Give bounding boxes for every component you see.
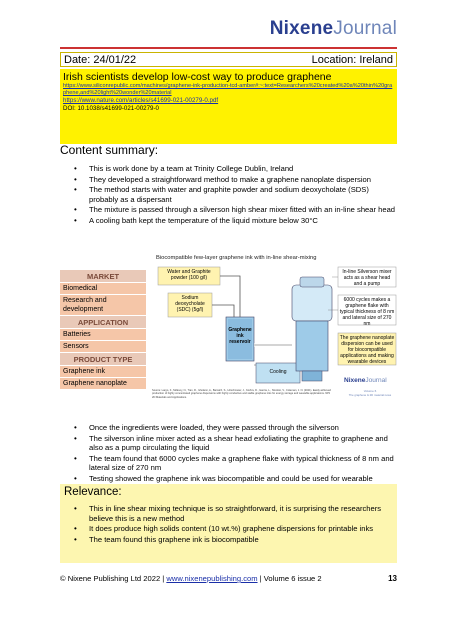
date-location-bar (60, 52, 397, 67)
logo-sub: Journal (333, 18, 397, 39)
article-box (60, 69, 397, 144)
footer-copyright: © Nixene Publishing Ltd 2022 (60, 574, 161, 583)
category-item: Batteries (60, 328, 146, 340)
journal-logo (270, 19, 397, 38)
source-link[interactable]: https://www.siliconrepublic.com/machines/graphene-ink-production-tcd-amber#:~:text=Researchers%20created%20a%20thin%20graphene,and%20light%20wonder%20material (63, 83, 393, 96)
page-footer (60, 574, 397, 583)
footer-issue: Volume 6 issue 2 (263, 574, 322, 583)
footer-website-link[interactable]: www.nixenepublishing.com (166, 574, 258, 583)
category-market: MARKET (60, 269, 146, 282)
list-item: • The team found this graphene ink is biocompatible (60, 535, 397, 545)
label-sodium: Sodium deoxycholate (SDC) (5g/l) (175, 295, 205, 313)
figure-logo (344, 377, 396, 384)
footer-separator: | (257, 574, 264, 583)
detail-bullets (60, 423, 397, 494)
article-date: Date: 24/01/22 (64, 53, 137, 66)
header-rule (60, 47, 397, 49)
figure-logo-brand: Nixene (344, 377, 366, 384)
article-location: Location: Ireland (311, 53, 393, 66)
category-product-type: PRODUCT TYPE (60, 352, 146, 365)
relevance-heading: Relevance: (64, 486, 122, 498)
relevance-bullets (60, 504, 397, 545)
paper-link[interactable]: https://www.nature.com/articles/s41699-021-00279-0.pdf (63, 97, 219, 104)
list-item: • This is work done by a team at Trinity College Dublin, Ireland (60, 164, 397, 174)
label-water-graphite: Water and Graphite powder (100 g/l) (167, 269, 211, 281)
category-item: Graphene nanoplate (60, 377, 146, 389)
figure-caption: Biocompatible few-layer graphene ink with in-line shear-mixing (156, 255, 317, 261)
article-title: Irish scientists develop low-cost way to produce graphene (63, 71, 332, 83)
figure-logo-issue: Volume 6 (363, 389, 377, 393)
doi-text: DOI: 10.1038/s41699-021-00279-0 (63, 105, 159, 112)
process-diagram (152, 265, 397, 415)
figure-source: Source: Largo, F., McEvoy, N., Tian, R., Gholami, A., Barwich, S., Hirschmeier, J., Kozlov, D., Garcia, L., Nicolosi, V., Coleman, J. N. (2021). Easily achieved production of highly concentrated graphene dispersions with highly conductive and stable graphene inks for energy storage and wearable applications. NPJ 2D Materials and Applications. (152, 389, 331, 399)
label-cycles: 6000 cycles makes a graphene flake with typical thickness of 8 nm and lateral size of 270 nm (339, 297, 395, 327)
relevance-box (60, 484, 397, 563)
category-item: Graphene ink (60, 365, 146, 377)
footer-separator: | (160, 574, 167, 583)
figure-logo-sub: Journal (365, 377, 387, 384)
process-figure (60, 255, 397, 421)
content-bullets (60, 164, 397, 226)
content-summary-heading: Content summary: (60, 143, 159, 157)
list-item: • They developed a straightforward method to make a graphene nanoplate dispersion (60, 175, 397, 185)
list-item: • The team found that 6000 cycles make a graphene flake with typical thickness of 8 nm and lateral size of 270 nm (60, 454, 397, 473)
label-cooling: Cooling (269, 369, 287, 375)
list-item: • A cooling bath kept the temperature of the liquid mixture below 30°C (60, 216, 397, 226)
logo-brand: Nixene (269, 18, 334, 39)
list-item: • Testing showed the graphene ink was biocompatible and could be used for wearable (60, 474, 397, 493)
list-item: • It does produce high solids content (10 wt.%) graphene dispersions for printable inks (60, 524, 397, 534)
label-biocompatible: The graphene nanoplate dispersion can be used for biocompatible applications and making wearable devices (339, 335, 395, 365)
category-item: Sensors (60, 340, 146, 352)
category-panel (60, 269, 146, 389)
list-item: • The silverson inline mixer acted as a shear head exfoliating the graphite to graphene and also as a pump circulating the liquid (60, 434, 397, 453)
list-item: • This in line shear mixing technique is so straightforward, it is surprising the researchers believe this is a new method (60, 504, 397, 523)
category-item: Research and development (60, 294, 146, 315)
list-item: • Once the ingredients were loaded, they were passed through the silverson (60, 423, 397, 433)
list-item: • The mixture is passed through a silverson high shear mixer fitted with an in-line shear head (60, 205, 397, 215)
label-mixer: In-line Silverson mixer acts as a shear head and a pump (342, 269, 392, 287)
figure-logo-tagline: The graphene & 2D material news (348, 393, 392, 397)
category-item: Biomedical (60, 282, 146, 294)
label-reservoir: Graphene ink reservoir (228, 327, 252, 345)
category-application: APPLICATION (60, 315, 146, 328)
page-number: 13 (388, 574, 397, 583)
list-item: • The method starts with water and graphite powder and sodium deoxycholate (SDS) probably as a dispersant (60, 185, 397, 204)
